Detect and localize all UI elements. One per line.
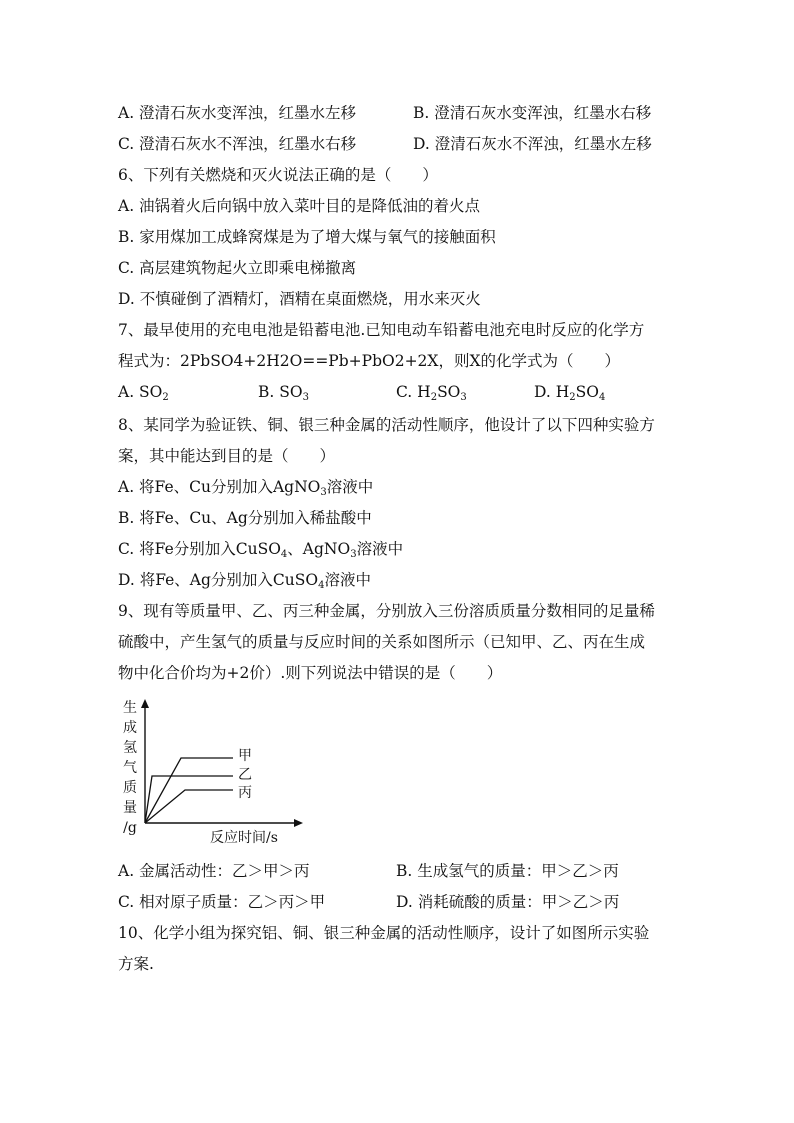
q9-option-c: C. 相对原子质量：乙＞丙＞甲 bbox=[118, 893, 326, 911]
y-label-char: 气 bbox=[123, 760, 137, 776]
q7-option-d-suffix: SO bbox=[575, 383, 599, 401]
y-axis-arrow bbox=[141, 699, 149, 708]
series-label-bing: 丙 bbox=[238, 785, 252, 801]
q6-option-d: D. 不慎碰倒了酒精灯，酒精在桌面燃烧，用水来灭火 bbox=[118, 290, 481, 308]
series-label-yi: 乙 bbox=[238, 767, 252, 783]
q7-option-c-text: C. H bbox=[396, 383, 431, 401]
q9-option-d: D. 消耗硫酸的质量：甲＞乙＞丙 bbox=[396, 893, 620, 911]
q7-option-c-sub2: 3 bbox=[460, 392, 467, 403]
q6-stem: 6、下列有关燃烧和灭火说法正确的是（ ） bbox=[118, 166, 438, 184]
q5-option-b: B. 澄清石灰水变浑浊，红墨水右移 bbox=[413, 104, 652, 122]
q7-option-a-sub: 2 bbox=[162, 392, 169, 403]
y-label-char: 生 bbox=[123, 700, 137, 716]
q9-stem-line2: 硫酸中，产生氢气的质量与反应时间的关系如图所示（已知甲、乙、丙在生成 bbox=[118, 633, 646, 651]
q5-option-a: A. 澄清石灰水变浑浊，红墨水左移 bbox=[118, 104, 357, 122]
series-line-bing bbox=[145, 790, 233, 823]
q8-option-c-mid: 、AgNO bbox=[287, 540, 351, 558]
q8-option-d-suffix: 溶液中 bbox=[324, 571, 371, 589]
q8-option-d-text: D. 将Fe、Ag分别加入CuSO bbox=[118, 571, 319, 589]
q8-stem-line2: 案，其中能达到目的是（ ） bbox=[118, 447, 336, 465]
q7-option-c-suffix: SO bbox=[437, 383, 461, 401]
q6-option-b: B. 家用煤加工成蜂窝煤是为了增大煤与氧气的接触面积 bbox=[118, 228, 496, 246]
y-label-char: 成 bbox=[123, 720, 137, 736]
y-label-char: 量 bbox=[123, 800, 137, 816]
q8-option-c-suffix: 溶液中 bbox=[356, 540, 404, 558]
q7-option-d-sub: 2 bbox=[569, 392, 576, 403]
q8-option-c-sub2: 3 bbox=[350, 549, 357, 560]
figure-x-axis-label: 反应时间/s bbox=[210, 830, 278, 846]
q8-option-c-sub: 4 bbox=[280, 549, 288, 560]
q8-option-a-text: A. 将Fe、Cu分别加入AgNO bbox=[118, 478, 321, 496]
x-axis-arrow bbox=[294, 819, 303, 827]
y-label-char: 质 bbox=[123, 780, 137, 796]
q9-stem-line3: 物中化合价均为+2价）.则下列说法中错误的是（ ） bbox=[118, 664, 503, 682]
q7-stem-line2: 程式为：2PbSO4+2H2O==Pb+PbO2+2X，则X的化学式为（ ） bbox=[118, 352, 620, 370]
q9-option-a: A. 金属活动性：乙＞甲＞丙 bbox=[118, 862, 310, 880]
q5-option-c: C. 澄清石灰水不浑浊，红墨水右移 bbox=[118, 135, 357, 153]
y-label-char: 氢 bbox=[123, 740, 137, 756]
q8-option-a-suffix: 溶液中 bbox=[326, 478, 374, 496]
series-label-jia: 甲 bbox=[238, 748, 252, 764]
q6-option-a: A. 油锅着火后向锅中放入菜叶目的是降低油的着火点 bbox=[118, 197, 481, 215]
q8-option-c-text: C. 将Fe分别加入CuSO bbox=[118, 540, 281, 558]
q5-option-d: D. 澄清石灰水不浑浊，红墨水左移 bbox=[413, 135, 652, 153]
q10-stem-line2: 方案. bbox=[118, 955, 154, 973]
q6-option-c: C. 高层建筑物起火立即乘电梯撤离 bbox=[118, 259, 357, 277]
q8-option-a-sub: 3 bbox=[320, 487, 327, 498]
q9-stem-line1: 9、现有等质量甲、乙、丙三种金属，分别放入三份溶质质量分数相同的足量稀 bbox=[118, 602, 655, 620]
q8-option-d-sub: 4 bbox=[318, 580, 325, 591]
q7-option-c-sub: 2 bbox=[430, 392, 438, 403]
q8-option-b: B. 将Fe、Cu、Ag分别加入稀盐酸中 bbox=[118, 509, 372, 527]
q7-option-b-sub: 3 bbox=[302, 392, 309, 403]
q7-option-d-sub2: 4 bbox=[598, 392, 606, 403]
y-label-char: /g bbox=[123, 820, 137, 836]
q8-stem-line1: 8、某同学为验证铁、铜、银三种金属的活动性顺序，他设计了以下四种实验方 bbox=[118, 416, 655, 434]
q7-option-b-text: B. SO bbox=[258, 383, 303, 401]
q10-stem-line1: 10、化学小组为探究铝、铜、银三种金属的活动性顺序，设计了如图所示实验 bbox=[118, 924, 650, 942]
q9-option-b: B. 生成氢气的质量：甲＞乙＞丙 bbox=[396, 862, 619, 880]
q7-option-d-text: D. H bbox=[534, 383, 570, 401]
q7-stem-line1: 7、最早使用的充电电池是铅蓄电池.已知电动车铅蓄电池充电时反应的化学方 bbox=[118, 321, 645, 339]
q7-option-a-text: A. SO bbox=[118, 383, 163, 401]
